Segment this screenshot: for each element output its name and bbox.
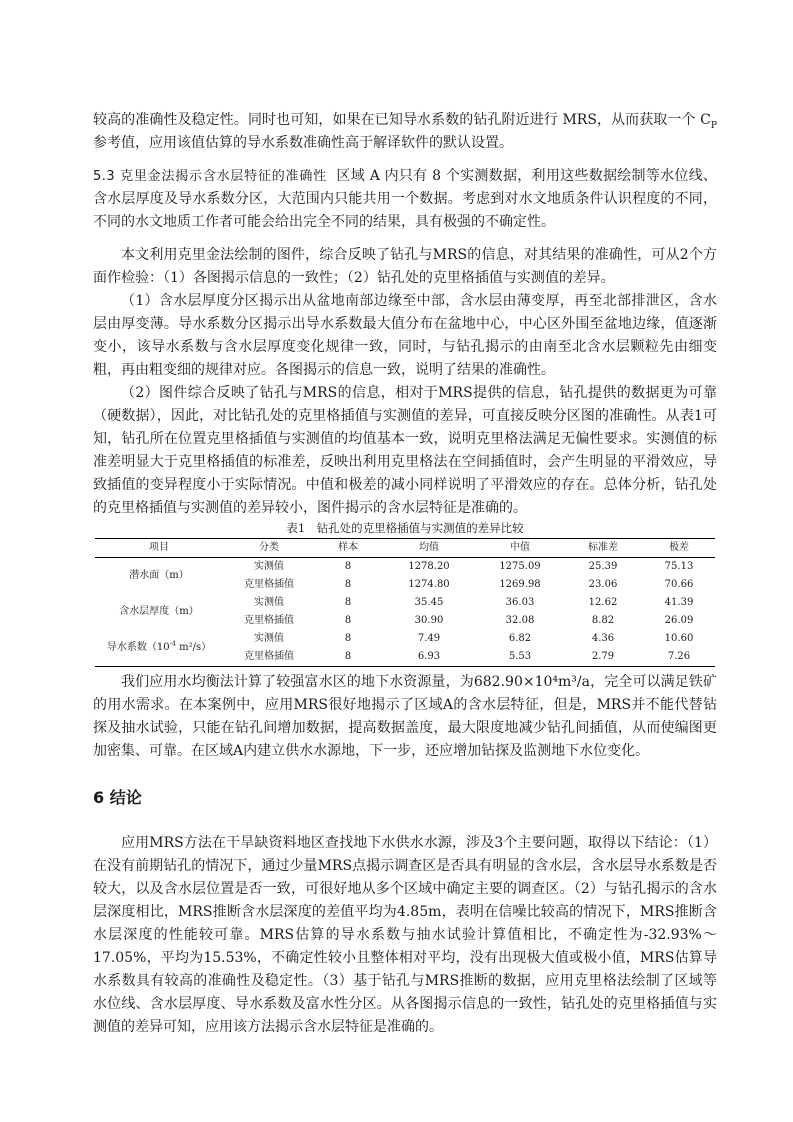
header-cell: 样本 bbox=[338, 542, 358, 553]
table-cell: 5.53 bbox=[508, 651, 532, 662]
table-cell: 35.45 bbox=[414, 597, 444, 608]
table-cell: 克里格插值 bbox=[244, 615, 294, 626]
table-cell: 8 bbox=[344, 615, 352, 626]
table-cell: 23.06 bbox=[588, 579, 618, 590]
table-cell: 8 bbox=[344, 597, 352, 608]
table-cell: 克里格插值 bbox=[244, 579, 294, 590]
table-cell: 25.39 bbox=[588, 561, 618, 572]
table-cell: 4.36 bbox=[591, 633, 615, 644]
table-cell: 70.66 bbox=[664, 579, 694, 590]
table-cell: 36.03 bbox=[505, 597, 535, 608]
paragraph-point-2: （2）图件综合反映了钻孔与MRS的信息，相对于MRS提供的信息，钻孔提供的数据更为可靠（硬数据），因此，对比钻孔处的克里格插值与实测值的差异，可直接反映分区图的准确性。从表1可知，钻孔所在位置克里格插值与实测值的均值基本一致，说明克里格法满足无偏性要求。实测值的标准差明显大于克里格插值的标准差，反映出利用克里格法在空间插值时，会产生明显的平滑效应，导致插值的变异程度小于实际情况。中值和极差的减小同样说明了平滑效应的存在。总体分析，钻孔处的克里格插值与实测值的差异较小，图件揭示的含水层特征是准确的。 bbox=[93, 385, 717, 516]
table-cell: 7.49 bbox=[417, 633, 441, 644]
conclusion-heading: 6 结论 bbox=[93, 788, 142, 807]
table-cell: 6.93 bbox=[417, 651, 441, 662]
table-cell: 实测值 bbox=[254, 597, 284, 608]
table-cell: 30.90 bbox=[414, 615, 444, 626]
table-cell: 1278.20 bbox=[408, 561, 450, 572]
table-cell: 75.13 bbox=[664, 561, 694, 572]
item-cell: 潜水面（m） bbox=[129, 570, 189, 581]
header-cell: 极差 bbox=[669, 542, 689, 553]
comparison-table bbox=[95, 538, 715, 667]
item-cell: 含水层厚度（m） bbox=[119, 606, 199, 617]
section-5-3 bbox=[93, 165, 717, 234]
table-cell: 1275.09 bbox=[499, 561, 541, 572]
table-cell: 2.79 bbox=[591, 651, 615, 662]
section-5-3-text: 区域 A 内只有 8 个实测数据，利用这些数据绘制等水位线、含水层厚度及导水系数分区，大范围内只能共用一个数据。考虑到对水文地质条件认识程度的不同，不同的水文地质工作者可能会给出完全不同的结果，具有极强的不确定性。 bbox=[93, 168, 717, 230]
table-cell: 10.60 bbox=[664, 633, 694, 644]
table-cell: 6.82 bbox=[508, 633, 532, 644]
header-cell: 分类 bbox=[259, 542, 279, 553]
table-cell: 1269.98 bbox=[499, 579, 541, 590]
table-cell: 8 bbox=[344, 633, 352, 644]
header-cell: 中值 bbox=[510, 542, 530, 553]
table-row bbox=[95, 558, 715, 577]
header-cell: 均值 bbox=[419, 542, 439, 553]
header-cell: 标准差 bbox=[588, 542, 618, 553]
table-cell: 32.08 bbox=[505, 615, 535, 626]
table-cell: 12.62 bbox=[588, 597, 618, 608]
paragraph-water-resources: 我们应用水均衡法计算了较强富水区的地下水资源量，为682.90×10⁴m³/a，完全可以满足铁矿的用水需求。在本案例中，应用MRS很好地揭示了区域A的含水层特征，但是，MRS并不能代替钻探及抽水试验，只能在钻孔间增加数据，提高数据盖度，最大限度地减少钻孔间插值，从而使编图更加密集、可靠。在区域A内建立供水水源地，下一步，还应增加钻探及监测地下水位变化。 bbox=[93, 674, 717, 759]
section-5-3-title: 5.3 克里金法揭示含水层特征的准确性 bbox=[93, 169, 327, 184]
table-cell: 8 bbox=[344, 579, 352, 590]
paragraph-conclusion: 应用MRS方法在干旱缺资料地区查找地下水供水水源，涉及3个主要问题，取得以下结论：（1）在没有前期钻孔的情况下，通过少量MRS点揭示调查区是否具有明显的含水层，含水层导水系数是否较大，以及含水层位置是否一致，可很好地从多个区域中确定主要的调查区。（2）与钻孔揭示的含水层深度相比，MRS推断含水层深度的差值平均为4.85m，表明在信噪比较高的情况下，MRS推断含水层深度的性能较可靠。MRS估算的导水系数与抽水试验计算值相比，不确定性为-32.93%～17.05%，平均为15.53%，不确定性较小且整体相对平均，没有出现极大值或极小值，MRS估算导水系数具有较高的准确性及稳定性。（3）基于钻孔与MRS推断的数据，应用克里格法绘制了区域等水位线、含水层厚度、导水系数及富水性分区。从各图揭示信息的一致性，钻孔处的克里格插值与实测值的差异可知，应用该方法揭示含水层特征是准确的。 bbox=[93, 835, 717, 1035]
item-label: 导水系数（10 bbox=[106, 642, 170, 653]
table-cell: 克里格插值 bbox=[244, 651, 294, 662]
table-cell: 1274.80 bbox=[408, 579, 450, 590]
paragraph-text: 较高的准确性及稳定性。同时也可知，如果在已知导水系数的钻孔附近进行 MRS，从而获取一个 C bbox=[93, 112, 711, 128]
table-header-row bbox=[95, 539, 715, 558]
table-cell: 41.39 bbox=[664, 597, 694, 608]
table-cell: 实测值 bbox=[254, 561, 284, 572]
paragraph-text-tail: 参考值，应用该值估算的导水系数准确性高于解译软件的默认设置。 bbox=[93, 135, 513, 151]
table-cell: 7.26 bbox=[667, 651, 691, 662]
table-cell: 8 bbox=[344, 561, 352, 572]
paragraph-verification: 本文利用克里金法绘制的图件，综合反映了钻孔与MRS的信息，对其结果的准确性，可从2个方面作检验：（1）各图揭示信息的一致性；（2）钻孔处的克里格插值与实测值的差异。 bbox=[93, 247, 717, 286]
exponent: -4 bbox=[169, 639, 176, 648]
paper-page bbox=[93, 109, 717, 1039]
table-caption: 表1 钻孔处的克里格插值与实测值的差异比较 bbox=[286, 521, 524, 535]
paragraph-continuation bbox=[93, 109, 717, 155]
header-cell: 项目 bbox=[149, 542, 169, 553]
table-cell: 8 bbox=[344, 651, 352, 662]
table-cell: 8.82 bbox=[591, 615, 615, 626]
item-cell bbox=[95, 630, 223, 667]
paragraph-point-1: （1）含水层厚度分区揭示出从盆地南部边缘至中部，含水层由薄变厚，再至北部排泄区，含水层由厚变薄。导水系数分区揭示出导水系数最大值分布在盆地中心，中心区外围至盆地边缘，值逐渐变小，该导水系数与含水层厚度变化规律一致，同时，与钻孔揭示的由南至北含水层颗粒先由细变粗，再由粗变细的规律对应。各图揭示的信息一致，说明了结果的准确性。 bbox=[93, 293, 717, 378]
item-unit: m²/s） bbox=[175, 642, 212, 653]
table-row bbox=[95, 594, 715, 612]
table-cell: 实测值 bbox=[254, 633, 284, 644]
cp-subscript: P bbox=[710, 120, 717, 131]
table-row bbox=[95, 630, 715, 648]
table-cell: 26.09 bbox=[664, 615, 694, 626]
